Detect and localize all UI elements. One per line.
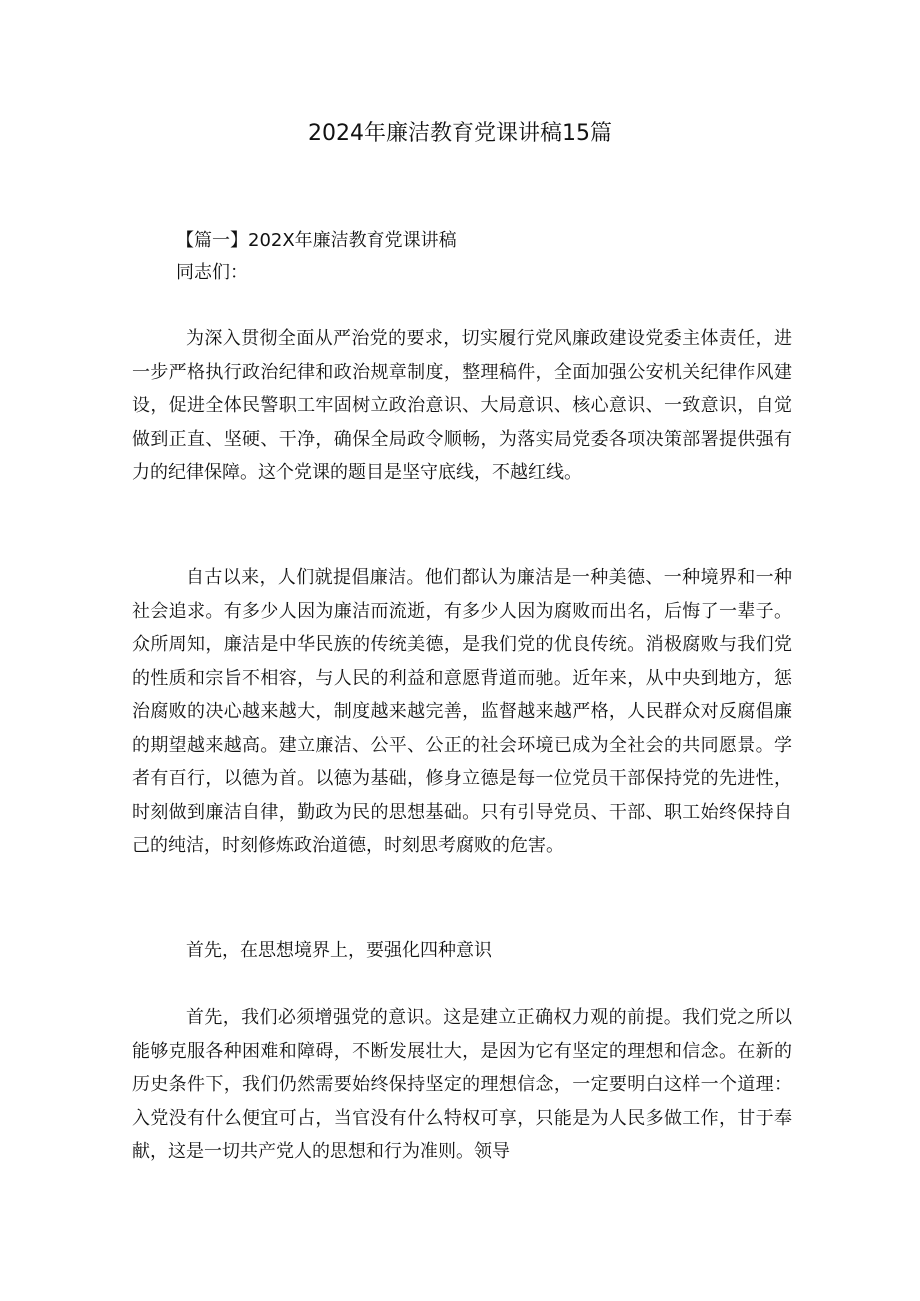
section-heading: 【篇一】202X年廉洁教育党课讲稿: [176, 230, 457, 251]
salutation: 同志们：: [176, 262, 248, 283]
paragraph-intro: 为深入贯彻全面从严治党的要求，切实履行党风廉政建设党委主体责任，进一步严格执行政治纪律和政治规章制度，整理稿件，全面加强公安机关纪律作风建设，促进全体民警职工牢固树立政治意识、大局意识、核心意识、一致意识，自觉做到正直、坚硬、干净，确保全局政令顺畅，为落实局党委各项决策部署提供强有力的纪律保障。这个党课的题目是坚守底线，不越红线。: [132, 328, 792, 483]
paragraph-integrity-tradition: 自古以来，人们就提倡廉洁。他们都认为廉洁是一种美德、一种境界和一种社会追求。有多少人因为廉洁而流逝，有多少人因为腐败而出名，后悔了一辈子。众所周知，廉洁是中华民族的传统美德，是我们党的优良传统。消极腐败与我们党的性质和宗旨不相容，与人民的利益和意愿背道而驰。近年来，从中央到地方，惩治腐败的决心越来越大，制度越来越完善，监督越来越严格，人民群众对反腐倡廉的期望越来越高。建立廉洁、公平、公正的社会环境已成为全社会的共同愿景。学者有百行，以德为首。以德为基础，修身立德是每一位党员干部保持党的先进性，时刻做到廉洁自律，勤政为民的思想基础。只有引导党员、干部、职工始终保持自己的纯洁，时刻修炼政治道德，时刻思考腐败的危害。: [132, 567, 792, 856]
subheading-four-awareness: 首先，在思想境界上，要强化四种意识: [186, 940, 492, 961]
paragraph-party-awareness: 首先，我们必须增强党的意识。这是建立正确权力观的前提。我们党之所以能够克服各种困难和障碍，不断发展壮大，是因为它有坚定的理想和信念。在新的历史条件下，我们仍然需要始终保持坚定的理想信念，一定要明白这样一个道理：入党没有什么便宜可占，当官没有什么特权可享，只能是为人民多做工作，甘于奉献，这是一切共产党人的思想和行为准则。领导: [132, 1007, 792, 1162]
document-title: 2024年廉洁教育党课讲稿15篇: [308, 121, 612, 146]
